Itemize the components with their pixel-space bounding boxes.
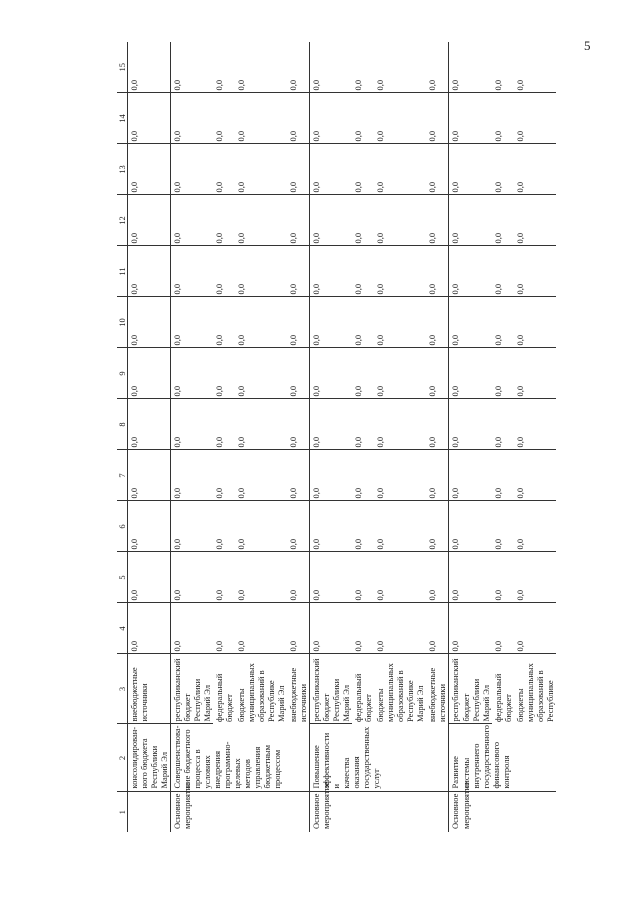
value-cell: 0,0 [492, 195, 514, 246]
value-cell: 0,0 [310, 399, 353, 450]
event-name-cell [449, 724, 556, 792]
value-cell: 0,0 [514, 501, 556, 552]
value-cell: 0,0 [449, 297, 492, 348]
value-cell: 0,0 [310, 501, 353, 552]
value-cell: 0,0 [492, 603, 514, 654]
value-cell: 0,0 [374, 42, 426, 93]
value-cell: 0,0 [492, 501, 514, 552]
event-name-text: консолидирован- ного бюджета Республики Марий Эл [129, 726, 170, 789]
value-cell: 0,0 [352, 450, 374, 501]
funding-source-text: федеральный бюджет [492, 673, 513, 722]
value-cell: 0,0 [449, 144, 492, 195]
value-cell: 0,0 [128, 246, 171, 297]
value-cell: 0,0 [213, 603, 235, 654]
value-cell: 0,0 [492, 297, 514, 348]
value-cell: 0,0 [213, 144, 235, 195]
table-row [287, 42, 310, 832]
value-cell: 0,0 [287, 195, 310, 246]
value-cell: 0,0 [492, 42, 514, 93]
column-header-13: 13 [117, 144, 128, 195]
value-cell: 0,0 [310, 603, 353, 654]
value-cell: 0,0 [449, 246, 492, 297]
value-cell: 0,0 [492, 348, 514, 399]
value-cell: 0,0 [352, 246, 374, 297]
value-cell: 0,0 [287, 450, 310, 501]
header-row [117, 42, 128, 832]
value-cell: 0,0 [171, 246, 214, 297]
value-cell: 0,0 [310, 297, 353, 348]
value-cell: 0,0 [213, 42, 235, 93]
value-cell: 0,0 [449, 552, 492, 603]
event-name-cell [171, 724, 310, 792]
value-cell: 0,0 [171, 297, 214, 348]
value-cell: 0,0 [235, 93, 287, 144]
value-cell: 0,0 [352, 399, 374, 450]
value-cell: 0,0 [352, 144, 374, 195]
value-cell: 0,0 [492, 450, 514, 501]
table-row [449, 42, 492, 832]
funding-source-cell [235, 654, 287, 724]
value-cell: 0,0 [449, 348, 492, 399]
funding-source-cell [492, 654, 514, 724]
column-header-3: 3 [117, 654, 128, 724]
value-cell: 0,0 [514, 450, 556, 501]
table-row [128, 42, 171, 832]
funding-source-cell [426, 654, 449, 724]
event-name-text: Повышение эффективности и качества оказания государственных услуг [311, 726, 382, 789]
funding-source-cell [352, 654, 374, 724]
value-cell: 0,0 [171, 348, 214, 399]
event-name-cell [128, 724, 171, 792]
table-row [426, 42, 449, 832]
value-cell: 0,0 [287, 93, 310, 144]
value-cell: 0,0 [128, 297, 171, 348]
value-cell: 0,0 [514, 144, 556, 195]
column-header-1: 1 [117, 792, 128, 832]
event-type-text: Основное мероприятие [172, 782, 193, 829]
value-cell: 0,0 [287, 603, 310, 654]
value-cell: 0,0 [235, 450, 287, 501]
value-cell: 0,0 [235, 603, 287, 654]
value-cell: 0,0 [171, 42, 214, 93]
table-body [128, 42, 556, 832]
budget-table [117, 42, 556, 832]
funding-source-cell [449, 654, 492, 724]
value-cell: 0,0 [426, 195, 449, 246]
value-cell: 0,0 [426, 348, 449, 399]
value-cell: 0,0 [426, 144, 449, 195]
value-cell: 0,0 [171, 399, 214, 450]
value-cell: 0,0 [492, 144, 514, 195]
value-cell: 0,0 [287, 297, 310, 348]
event-type-cell [449, 782, 556, 832]
value-cell: 0,0 [514, 195, 556, 246]
value-cell: 0,0 [374, 399, 426, 450]
value-cell: 0,0 [352, 42, 374, 93]
value-cell: 0,0 [449, 450, 492, 501]
funding-source-text: бюджеты муниципальных образований в Республике Марий Эл [375, 663, 426, 722]
value-cell: 0,0 [128, 195, 171, 246]
event-type-text: Основное мероприятие [450, 782, 471, 829]
value-cell: 0,0 [310, 246, 353, 297]
value-cell: 0,0 [128, 501, 171, 552]
value-cell: 0,0 [352, 93, 374, 144]
funding-source-text: внебюджетные источники [427, 667, 448, 722]
value-cell: 0,0 [310, 450, 353, 501]
value-cell: 0,0 [287, 552, 310, 603]
value-cell: 0,0 [128, 93, 171, 144]
value-cell: 0,0 [310, 144, 353, 195]
value-cell: 0,0 [374, 603, 426, 654]
funding-source-cell [171, 654, 214, 724]
event-type-cell [171, 782, 310, 832]
value-cell: 0,0 [449, 195, 492, 246]
value-cell: 0,0 [287, 144, 310, 195]
funding-source-cell [514, 654, 556, 724]
funding-source-text: бюджеты муниципальных образований в Республике Марий Эл [236, 663, 287, 722]
event-type-cell [310, 782, 449, 832]
value-cell: 0,0 [514, 246, 556, 297]
value-cell: 0,0 [235, 144, 287, 195]
value-cell: 0,0 [449, 42, 492, 93]
funding-source-text: федеральный бюджет [214, 673, 235, 722]
value-cell: 0,0 [426, 399, 449, 450]
table-row [235, 42, 287, 832]
value-cell: 0,0 [310, 552, 353, 603]
value-cell: 0,0 [287, 246, 310, 297]
value-cell: 0,0 [426, 552, 449, 603]
value-cell: 0,0 [514, 348, 556, 399]
funding-source-cell [310, 654, 353, 724]
table-row [514, 42, 556, 832]
event-type-cell [128, 792, 171, 832]
value-cell: 0,0 [171, 195, 214, 246]
value-cell: 0,0 [514, 603, 556, 654]
value-cell: 0,0 [213, 246, 235, 297]
value-cell: 0,0 [426, 450, 449, 501]
value-cell: 0,0 [426, 93, 449, 144]
value-cell: 0,0 [287, 501, 310, 552]
value-cell: 0,0 [128, 450, 171, 501]
table-row [492, 42, 514, 832]
value-cell: 0,0 [287, 348, 310, 399]
column-header-7: 7 [117, 450, 128, 501]
value-cell: 0,0 [374, 450, 426, 501]
value-cell: 0,0 [374, 246, 426, 297]
funding-source-text: внебюджетные источники [129, 667, 150, 722]
value-cell: 0,0 [213, 348, 235, 399]
value-cell: 0,0 [171, 144, 214, 195]
value-cell: 0,0 [213, 93, 235, 144]
value-cell: 0,0 [310, 348, 353, 399]
value-cell: 0,0 [374, 195, 426, 246]
funding-source-text: республиканский бюджет Республики Марий Эл [172, 658, 213, 722]
value-cell: 0,0 [426, 501, 449, 552]
funding-source-text: внебюджетные источники [288, 667, 309, 722]
value-cell: 0,0 [235, 297, 287, 348]
value-cell: 0,0 [213, 501, 235, 552]
event-type-text: Основное мероприятие [311, 782, 332, 829]
column-header-4: 4 [117, 603, 128, 654]
value-cell: 0,0 [213, 297, 235, 348]
event-name-text: Развитие системы внутреннего государственного финансового контроля [450, 724, 511, 789]
funding-source-text: бюджеты муниципальных образований в Республике [514, 663, 555, 722]
value-cell: 0,0 [426, 42, 449, 93]
value-cell: 0,0 [235, 246, 287, 297]
value-cell: 0,0 [492, 93, 514, 144]
event-name-text: Совершенствова- ние бюджетного процесса в условиях внедрения программно- целевых методов управления бюджетным процессом [172, 725, 283, 789]
funding-source-cell [374, 654, 426, 724]
table-row [352, 42, 374, 832]
funding-source-cell [128, 654, 171, 724]
value-cell: 0,0 [514, 93, 556, 144]
value-cell: 0,0 [449, 603, 492, 654]
funding-source-text: федеральный бюджет [353, 673, 374, 722]
value-cell: 0,0 [514, 552, 556, 603]
value-cell: 0,0 [235, 348, 287, 399]
value-cell: 0,0 [374, 501, 426, 552]
funding-source-cell [213, 654, 235, 724]
event-name-cell [310, 724, 449, 792]
column-header-9: 9 [117, 348, 128, 399]
column-header-8: 8 [117, 399, 128, 450]
value-cell: 0,0 [213, 399, 235, 450]
value-cell: 0,0 [128, 399, 171, 450]
value-cell: 0,0 [235, 195, 287, 246]
value-cell: 0,0 [287, 42, 310, 93]
value-cell: 0,0 [310, 195, 353, 246]
rotated-table-wrapper [117, 42, 555, 832]
funding-source-text: республиканский бюджет Республики Марий Эл [311, 658, 352, 722]
value-cell: 0,0 [426, 246, 449, 297]
value-cell: 0,0 [492, 399, 514, 450]
value-cell: 0,0 [128, 144, 171, 195]
value-cell: 0,0 [492, 246, 514, 297]
value-cell: 0,0 [514, 399, 556, 450]
column-header-11: 11 [117, 246, 128, 297]
table-row [213, 42, 235, 832]
value-cell: 0,0 [449, 399, 492, 450]
value-cell: 0,0 [128, 552, 171, 603]
value-cell: 0,0 [492, 552, 514, 603]
value-cell: 0,0 [171, 93, 214, 144]
value-cell: 0,0 [235, 399, 287, 450]
page-number: 5 [584, 38, 591, 53]
value-cell: 0,0 [426, 603, 449, 654]
value-cell: 0,0 [128, 603, 171, 654]
value-cell: 0,0 [128, 42, 171, 93]
value-cell: 0,0 [171, 552, 214, 603]
value-cell: 0,0 [352, 603, 374, 654]
value-cell: 0,0 [514, 297, 556, 348]
value-cell: 0,0 [374, 348, 426, 399]
value-cell: 0,0 [352, 501, 374, 552]
funding-source-cell [287, 654, 310, 724]
value-cell: 0,0 [352, 195, 374, 246]
value-cell: 0,0 [374, 93, 426, 144]
value-cell: 0,0 [235, 501, 287, 552]
column-header-12: 12 [117, 195, 128, 246]
table-row [171, 42, 214, 832]
value-cell: 0,0 [171, 501, 214, 552]
value-cell: 0,0 [374, 297, 426, 348]
value-cell: 0,0 [171, 450, 214, 501]
column-header-14: 14 [117, 93, 128, 144]
value-cell: 0,0 [449, 93, 492, 144]
column-header-2: 2 [117, 724, 128, 792]
value-cell: 0,0 [449, 501, 492, 552]
value-cell: 0,0 [514, 42, 556, 93]
table-row [374, 42, 426, 832]
value-cell: 0,0 [287, 399, 310, 450]
column-header-6: 6 [117, 501, 128, 552]
value-cell: 0,0 [213, 195, 235, 246]
value-cell: 0,0 [213, 450, 235, 501]
column-header-5: 5 [117, 552, 128, 603]
value-cell: 0,0 [310, 93, 353, 144]
value-cell: 0,0 [213, 552, 235, 603]
column-header-10: 10 [117, 297, 128, 348]
column-header-15: 15 [117, 42, 128, 93]
value-cell: 0,0 [310, 42, 353, 93]
funding-source-text: республиканский бюджет Республики Марий Эл [450, 658, 491, 722]
value-cell: 0,0 [352, 297, 374, 348]
value-cell: 0,0 [128, 348, 171, 399]
value-cell: 0,0 [235, 552, 287, 603]
value-cell: 0,0 [426, 297, 449, 348]
value-cell: 0,0 [352, 348, 374, 399]
value-cell: 0,0 [374, 144, 426, 195]
table-row [310, 42, 353, 832]
value-cell: 0,0 [374, 552, 426, 603]
value-cell: 0,0 [235, 42, 287, 93]
value-cell: 0,0 [352, 552, 374, 603]
value-cell: 0,0 [171, 603, 214, 654]
